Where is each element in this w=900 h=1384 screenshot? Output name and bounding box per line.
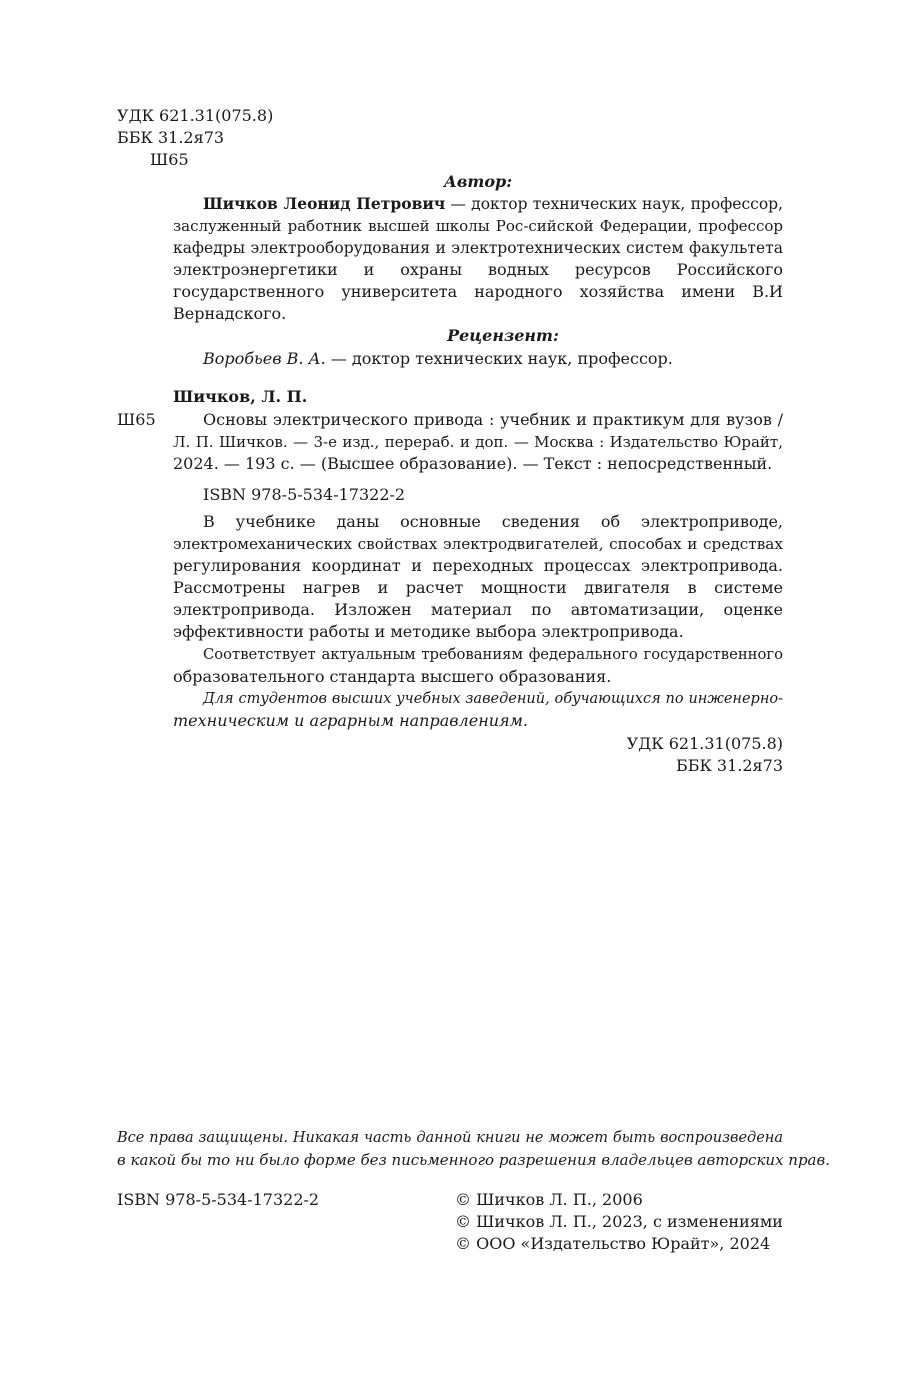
reviewer-name: Воробьев В. А.	[203, 349, 326, 368]
author-line-6: Вернадского.	[173, 304, 287, 323]
author-line-3: кафедры электрооборудования и электротехнических систем факультета	[173, 239, 783, 257]
author-line-2: заслуженный работник высшей школы Рос-сийской Федерации, профессор	[173, 217, 783, 235]
author-heading: Автор:	[443, 172, 513, 191]
copyright-1: © Шичков Л. П., 2006	[455, 1190, 643, 1209]
annotation-p1-line-1: В учебнике даны основные сведения об электроприводе,	[203, 512, 783, 531]
author-mark: Ш65	[150, 150, 189, 169]
bottom-udk-code: УДК 621.31(075.8)	[626, 734, 783, 753]
author-line-5: государственного университета народного хозяйства имени В.И	[173, 282, 783, 301]
annotation-p1-line-5: электропривода. Изложен материал по автоматизации, оценке	[173, 600, 783, 619]
annotation-p2-line-2: образовательного стандарта высшего образования.	[173, 667, 612, 686]
footer-isbn: ISBN 978-5-534-17322-2	[117, 1190, 320, 1209]
annotation-p3-line-2: техническим и аграрным направлениям.	[173, 711, 528, 730]
annotation-p3-line-1: Для студентов высших учебных заведений, обучающихся по инженерно-	[203, 691, 783, 707]
reviewer-desc: — доктор технических наук, профессор.	[325, 349, 673, 368]
annotation-p1-line-3: регулирования координат и переходных процессах электропривода.	[173, 556, 783, 575]
bbk-code: ББК 31.2я73	[117, 128, 225, 147]
catalog-mark: Ш65	[117, 410, 156, 429]
author-line-1	[203, 193, 783, 215]
catalog-desc-3: 2024. — 193 с. — (Высшее образование). — Текст : непосредственный.	[173, 454, 773, 473]
annotation-p1-line-2: электромеханических свойствах электродвигателей, способах и средствах	[173, 535, 783, 553]
rights-line-2: в какой бы то ни было форме без письменного разрешения владельцев авторских прав.	[117, 1151, 830, 1169]
catalog-author: Шичков, Л. П.	[173, 387, 308, 406]
reviewer-heading: Рецензент:	[447, 326, 559, 345]
annotation-p1-line-4: Рассмотрены нагрев и расчет мощности двигателя в системе	[173, 578, 783, 597]
reviewer-line	[203, 348, 673, 370]
author-line-4: электроэнергетики и охраны водных ресурсов Российского	[173, 260, 783, 279]
copyright-3: © ООО «Издательство Юрайт», 2024	[455, 1234, 771, 1253]
annotation-p1-line-6: эффективности работы и методике выбора электропривода.	[173, 622, 684, 641]
annotation-p2-line-1: Соответствует актуальным требованиям федерального государственного	[203, 646, 783, 663]
catalog-desc-2: Л. П. Шичков. — 3-е изд., перераб. и доп. — Москва : Издательство Юрайт,	[173, 433, 783, 451]
bottom-bbk-code: ББК 31.2я73	[675, 756, 783, 775]
copyright-2: © Шичков Л. П., 2023, с изменениями	[455, 1212, 783, 1231]
udk-code: УДК 621.31(075.8)	[117, 106, 274, 125]
author-name: Шичков Леонид Петрович	[203, 194, 446, 213]
author-desc-1: — доктор технических наук, профессор,	[445, 195, 784, 213]
catalog-isbn: ISBN 978-5-534-17322-2	[203, 485, 406, 504]
rights-line-1: Все права защищены. Никакая часть данной книги не может быть воспроизведена	[117, 1130, 783, 1146]
catalog-desc-1: Основы электрического привода : учебник и практикум для вузов /	[203, 410, 783, 429]
